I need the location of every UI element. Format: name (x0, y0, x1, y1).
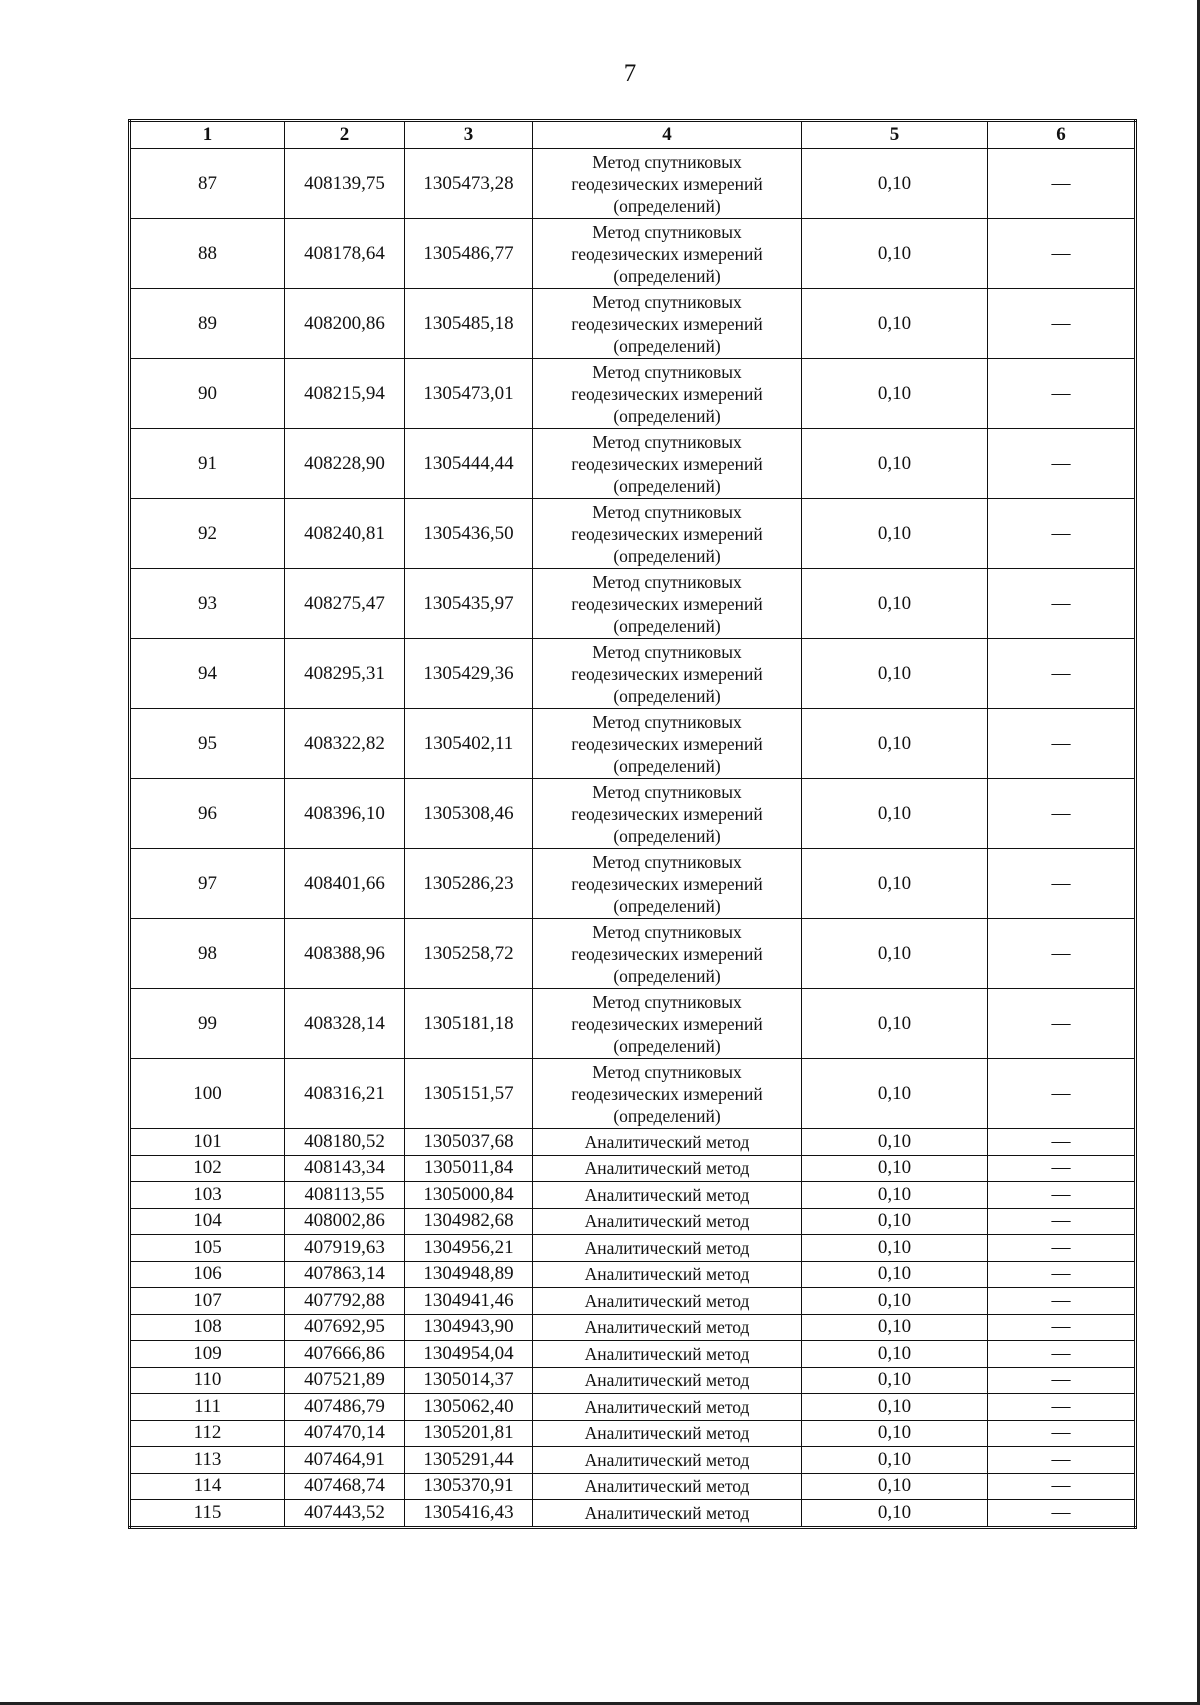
table-row (130, 1261, 1136, 1288)
method-cell (533, 1473, 802, 1500)
method-cell (533, 849, 802, 919)
y-coordinate-cell: 1305000,84 (405, 1182, 533, 1209)
method-line: геодезических измерений (571, 663, 763, 684)
x-coordinate-cell: 408139,75 (285, 149, 405, 219)
table-row (130, 639, 1136, 709)
table-row (130, 1367, 1136, 1394)
method-line: (определений) (613, 265, 721, 286)
y-coordinate-cell: 1305402,11 (405, 709, 533, 779)
accuracy-cell: 0,10 (802, 1208, 988, 1235)
table-row (130, 429, 1136, 499)
method-cell (533, 569, 802, 639)
note-cell (988, 1394, 1136, 1421)
header-col-5: 5 (802, 121, 988, 149)
dash-mark: — (1051, 242, 1071, 264)
method-cell (533, 219, 802, 289)
method-line: геодезических измерений (571, 313, 763, 334)
accuracy-cell: 0,10 (802, 1129, 988, 1156)
method-cell (533, 149, 802, 219)
x-coordinate-cell: 408113,55 (285, 1182, 405, 1209)
method-line: Метод спутниковых (592, 711, 742, 732)
method-line: Метод спутниковых (592, 221, 742, 242)
x-coordinate-cell: 408228,90 (285, 429, 405, 499)
dash-mark: — (1051, 1210, 1071, 1232)
dash-mark: — (1051, 1289, 1071, 1311)
point-number-cell: 103 (130, 1182, 285, 1209)
dash-mark: — (1051, 1448, 1071, 1470)
note-cell (988, 709, 1136, 779)
point-number-cell: 112 (130, 1420, 285, 1447)
table-row (130, 289, 1136, 359)
method-line: Аналитический метод (584, 1317, 750, 1338)
x-coordinate-cell: 408401,66 (285, 849, 405, 919)
method-line: Аналитический метод (584, 1449, 750, 1470)
method-cell (533, 1394, 802, 1421)
table-row (130, 359, 1136, 429)
method-line: (определений) (613, 405, 721, 426)
method-line: Аналитический метод (584, 1423, 750, 1444)
x-coordinate-cell: 407468,74 (285, 1473, 405, 1500)
y-coordinate-cell: 1305429,36 (405, 639, 533, 709)
header-col-4: 4 (533, 121, 802, 149)
dash-mark: — (1051, 1236, 1071, 1258)
table-row (130, 1235, 1136, 1262)
y-coordinate-cell: 1305485,18 (405, 289, 533, 359)
accuracy-cell: 0,10 (802, 499, 988, 569)
x-coordinate-cell: 408396,10 (285, 779, 405, 849)
method-line: (определений) (613, 615, 721, 636)
x-coordinate-cell: 408388,96 (285, 919, 405, 989)
dash-mark: — (1051, 172, 1071, 194)
dash-mark: — (1051, 662, 1071, 684)
method-line: (определений) (613, 1035, 721, 1056)
x-coordinate-cell: 407464,91 (285, 1447, 405, 1474)
y-coordinate-cell: 1304954,04 (405, 1341, 533, 1368)
y-coordinate-cell: 1305011,84 (405, 1155, 533, 1182)
accuracy-cell: 0,10 (802, 1182, 988, 1209)
note-cell (988, 1420, 1136, 1447)
method-cell (533, 499, 802, 569)
table-row (130, 1500, 1136, 1528)
note-cell (988, 1473, 1136, 1500)
point-number-cell: 104 (130, 1208, 285, 1235)
method-line: Аналитический метод (584, 1370, 750, 1391)
table-row (130, 219, 1136, 289)
table-row (130, 149, 1136, 219)
table-row (130, 569, 1136, 639)
note-cell (988, 1288, 1136, 1315)
dash-mark: — (1051, 452, 1071, 474)
accuracy-cell: 0,10 (802, 639, 988, 709)
header-col-1: 1 (130, 121, 285, 149)
note-cell (988, 429, 1136, 499)
dash-mark: — (1051, 312, 1071, 334)
method-cell (533, 1261, 802, 1288)
method-cell (533, 709, 802, 779)
dash-mark: — (1051, 1342, 1071, 1364)
note-cell (988, 219, 1136, 289)
method-line: Метод спутниковых (592, 431, 742, 452)
point-number-cell: 92 (130, 499, 285, 569)
y-coordinate-cell: 1305201,81 (405, 1420, 533, 1447)
y-coordinate-cell: 1305151,57 (405, 1059, 533, 1129)
y-coordinate-cell: 1305308,46 (405, 779, 533, 849)
point-number-cell: 105 (130, 1235, 285, 1262)
point-number-cell: 100 (130, 1059, 285, 1129)
table-row (130, 1394, 1136, 1421)
method-line: Аналитический метод (584, 1476, 750, 1497)
method-line: геодезических измерений (571, 1013, 763, 1034)
accuracy-cell: 0,10 (802, 989, 988, 1059)
method-line: Метод спутниковых (592, 291, 742, 312)
dash-mark: — (1051, 1263, 1071, 1285)
page-number: 7 (623, 60, 637, 87)
method-cell (533, 289, 802, 359)
accuracy-cell: 0,10 (802, 569, 988, 639)
method-line: Аналитический метод (584, 1184, 750, 1205)
table-row (130, 849, 1136, 919)
x-coordinate-cell: 407470,14 (285, 1420, 405, 1447)
x-coordinate-cell: 408178,64 (285, 219, 405, 289)
point-number-cell: 95 (130, 709, 285, 779)
y-coordinate-cell: 1305370,91 (405, 1473, 533, 1500)
method-line: (определений) (613, 475, 721, 496)
dash-mark: — (1051, 592, 1071, 614)
x-coordinate-cell: 407443,52 (285, 1500, 405, 1528)
note-cell (988, 1500, 1136, 1528)
x-coordinate-cell: 408275,47 (285, 569, 405, 639)
method-line: Метод спутниковых (592, 1061, 742, 1082)
x-coordinate-cell: 407792,88 (285, 1288, 405, 1315)
method-cell (533, 1341, 802, 1368)
y-coordinate-cell: 1304941,46 (405, 1288, 533, 1315)
note-cell (988, 1235, 1136, 1262)
table-row (130, 1059, 1136, 1129)
header-col-3: 3 (405, 121, 533, 149)
y-coordinate-cell: 1304943,90 (405, 1314, 533, 1341)
y-coordinate-cell: 1305435,97 (405, 569, 533, 639)
dash-mark: — (1051, 1395, 1071, 1417)
method-cell (533, 1288, 802, 1315)
method-line: геодезических измерений (571, 733, 763, 754)
accuracy-cell: 0,10 (802, 1420, 988, 1447)
method-line: геодезических измерений (571, 173, 763, 194)
y-coordinate-cell: 1304956,21 (405, 1235, 533, 1262)
y-coordinate-cell: 1305014,37 (405, 1367, 533, 1394)
accuracy-cell: 0,10 (802, 1447, 988, 1474)
dash-mark: — (1051, 1082, 1071, 1104)
method-line: (определений) (613, 685, 721, 706)
y-coordinate-cell: 1305291,44 (405, 1447, 533, 1474)
point-number-cell: 110 (130, 1367, 285, 1394)
method-line: геодезических измерений (571, 803, 763, 824)
table-row (130, 1341, 1136, 1368)
method-line: Метод спутниковых (592, 501, 742, 522)
point-number-cell: 114 (130, 1473, 285, 1500)
x-coordinate-cell: 408002,86 (285, 1208, 405, 1235)
method-line: Метод спутниковых (592, 361, 742, 382)
accuracy-cell: 0,10 (802, 1367, 988, 1394)
note-cell (988, 1367, 1136, 1394)
y-coordinate-cell: 1305062,40 (405, 1394, 533, 1421)
point-number-cell: 111 (130, 1394, 285, 1421)
x-coordinate-cell: 408143,34 (285, 1155, 405, 1182)
method-line: Метод спутниковых (592, 151, 742, 172)
method-cell (533, 1129, 802, 1156)
method-line: Метод спутниковых (592, 641, 742, 662)
dash-mark: — (1051, 1183, 1071, 1205)
table-row (130, 1129, 1136, 1156)
accuracy-cell: 0,10 (802, 1314, 988, 1341)
method-cell (533, 1182, 802, 1209)
point-number-cell: 115 (130, 1500, 285, 1528)
y-coordinate-cell: 1304948,89 (405, 1261, 533, 1288)
note-cell (988, 1314, 1136, 1341)
point-number-cell: 107 (130, 1288, 285, 1315)
method-line: Метод спутниковых (592, 781, 742, 802)
dash-mark: — (1051, 1130, 1071, 1152)
x-coordinate-cell: 407666,86 (285, 1341, 405, 1368)
method-line: Аналитический метод (584, 1502, 750, 1523)
method-line: (определений) (613, 1105, 721, 1126)
method-cell (533, 639, 802, 709)
point-number-cell: 102 (130, 1155, 285, 1182)
dash-mark: — (1051, 522, 1071, 544)
note-cell (988, 1208, 1136, 1235)
point-number-cell: 109 (130, 1341, 285, 1368)
method-line: геодезических измерений (571, 943, 763, 964)
method-line: геодезических измерений (571, 383, 763, 404)
method-cell (533, 1208, 802, 1235)
y-coordinate-cell: 1305473,28 (405, 149, 533, 219)
y-coordinate-cell: 1305416,43 (405, 1500, 533, 1528)
method-cell (533, 1314, 802, 1341)
dash-mark: — (1051, 1012, 1071, 1034)
accuracy-cell: 0,10 (802, 849, 988, 919)
accuracy-cell: 0,10 (802, 919, 988, 989)
note-cell (988, 289, 1136, 359)
table-row (130, 1155, 1136, 1182)
x-coordinate-cell: 408240,81 (285, 499, 405, 569)
point-number-cell: 97 (130, 849, 285, 919)
accuracy-cell: 0,10 (802, 289, 988, 359)
method-line: Аналитический метод (584, 1396, 750, 1417)
note-cell (988, 1261, 1136, 1288)
method-cell (533, 1500, 802, 1528)
method-cell (533, 1059, 802, 1129)
accuracy-cell: 0,10 (802, 1473, 988, 1500)
method-line: Аналитический метод (584, 1264, 750, 1285)
point-number-cell: 90 (130, 359, 285, 429)
method-cell (533, 1367, 802, 1394)
y-coordinate-cell: 1305181,18 (405, 989, 533, 1059)
method-cell (533, 919, 802, 989)
point-number-cell: 106 (130, 1261, 285, 1288)
x-coordinate-cell: 408180,52 (285, 1129, 405, 1156)
note-cell (988, 499, 1136, 569)
note-cell (988, 1129, 1136, 1156)
accuracy-cell: 0,10 (802, 1059, 988, 1129)
method-line: Аналитический метод (584, 1237, 750, 1258)
method-line: геодезических измерений (571, 523, 763, 544)
dash-mark: — (1051, 872, 1071, 894)
x-coordinate-cell: 408215,94 (285, 359, 405, 429)
y-coordinate-cell: 1305444,44 (405, 429, 533, 499)
point-number-cell: 99 (130, 989, 285, 1059)
x-coordinate-cell: 408295,31 (285, 639, 405, 709)
note-cell (988, 779, 1136, 849)
point-number-cell: 98 (130, 919, 285, 989)
method-line: (определений) (613, 895, 721, 916)
accuracy-cell: 0,10 (802, 219, 988, 289)
x-coordinate-cell: 407919,63 (285, 1235, 405, 1262)
table-row (130, 1182, 1136, 1209)
point-number-cell: 94 (130, 639, 285, 709)
y-coordinate-cell: 1305286,23 (405, 849, 533, 919)
y-coordinate-cell: 1305436,50 (405, 499, 533, 569)
point-number-cell: 96 (130, 779, 285, 849)
method-line: Аналитический метод (584, 1211, 750, 1232)
table-body (130, 149, 1136, 1528)
point-number-cell: 87 (130, 149, 285, 219)
table-row (130, 1288, 1136, 1315)
x-coordinate-cell: 408328,14 (285, 989, 405, 1059)
method-cell (533, 429, 802, 499)
method-line: Метод спутниковых (592, 571, 742, 592)
accuracy-cell: 0,10 (802, 709, 988, 779)
method-line: (определений) (613, 965, 721, 986)
method-cell (533, 989, 802, 1059)
method-line: геодезических измерений (571, 873, 763, 894)
dash-mark: — (1051, 1422, 1071, 1444)
method-line: геодезических измерений (571, 243, 763, 264)
method-line: (определений) (613, 755, 721, 776)
method-line: Аналитический метод (584, 1290, 750, 1311)
method-cell (533, 1235, 802, 1262)
method-line: (определений) (613, 545, 721, 566)
x-coordinate-cell: 407863,14 (285, 1261, 405, 1288)
y-coordinate-cell: 1305258,72 (405, 919, 533, 989)
dash-mark: — (1051, 802, 1071, 824)
accuracy-cell: 0,10 (802, 429, 988, 499)
method-line: Метод спутниковых (592, 851, 742, 872)
point-number-cell: 101 (130, 1129, 285, 1156)
accuracy-cell: 0,10 (802, 359, 988, 429)
method-line: Аналитический метод (584, 1343, 750, 1364)
accuracy-cell: 0,10 (802, 149, 988, 219)
note-cell (988, 639, 1136, 709)
x-coordinate-cell: 408316,21 (285, 1059, 405, 1129)
table-row (130, 1314, 1136, 1341)
x-coordinate-cell: 408200,86 (285, 289, 405, 359)
method-line: геодезических измерений (571, 593, 763, 614)
header-col-6: 6 (988, 121, 1136, 149)
point-number-cell: 91 (130, 429, 285, 499)
point-number-cell: 93 (130, 569, 285, 639)
accuracy-cell: 0,10 (802, 1341, 988, 1368)
method-cell (533, 1155, 802, 1182)
table-row (130, 1420, 1136, 1447)
method-line: (определений) (613, 335, 721, 356)
note-cell (988, 1341, 1136, 1368)
method-line: Метод спутниковых (592, 921, 742, 942)
note-cell (988, 149, 1136, 219)
x-coordinate-cell: 407692,95 (285, 1314, 405, 1341)
point-number-cell: 108 (130, 1314, 285, 1341)
y-coordinate-cell: 1304982,68 (405, 1208, 533, 1235)
dash-mark: — (1051, 1369, 1071, 1391)
method-cell (533, 359, 802, 429)
y-coordinate-cell: 1305037,68 (405, 1129, 533, 1156)
coordinates-table (128, 119, 1137, 1529)
table-row (130, 499, 1136, 569)
x-coordinate-cell: 407486,79 (285, 1394, 405, 1421)
point-number-cell: 113 (130, 1447, 285, 1474)
note-cell (988, 359, 1136, 429)
table-row (130, 1473, 1136, 1500)
y-coordinate-cell: 1305473,01 (405, 359, 533, 429)
accuracy-cell: 0,10 (802, 1394, 988, 1421)
table-row (130, 919, 1136, 989)
dash-mark: — (1051, 1475, 1071, 1497)
dash-mark: — (1051, 1316, 1071, 1338)
dash-mark: — (1051, 1501, 1071, 1523)
method-line: геодезических измерений (571, 453, 763, 474)
note-cell (988, 989, 1136, 1059)
accuracy-cell: 0,10 (802, 1288, 988, 1315)
method-line: (определений) (613, 195, 721, 216)
method-cell (533, 779, 802, 849)
note-cell (988, 849, 1136, 919)
accuracy-cell: 0,10 (802, 1500, 988, 1528)
method-line: Метод спутниковых (592, 991, 742, 1012)
method-cell (533, 1420, 802, 1447)
method-line: Аналитический метод (584, 1158, 750, 1179)
method-cell (533, 1447, 802, 1474)
dash-mark: — (1051, 942, 1071, 964)
dash-mark: — (1051, 382, 1071, 404)
accuracy-cell: 0,10 (802, 1235, 988, 1262)
dash-mark: — (1051, 732, 1071, 754)
point-number-cell: 89 (130, 289, 285, 359)
method-line: Аналитический метод (584, 1131, 750, 1152)
x-coordinate-cell: 408322,82 (285, 709, 405, 779)
note-cell (988, 569, 1136, 639)
x-coordinate-cell: 407521,89 (285, 1367, 405, 1394)
table-row (130, 1447, 1136, 1474)
dash-mark: — (1051, 1157, 1071, 1179)
table-header-row (130, 121, 1136, 149)
table-row (130, 1208, 1136, 1235)
point-number-cell: 88 (130, 219, 285, 289)
accuracy-cell: 0,10 (802, 1155, 988, 1182)
y-coordinate-cell: 1305486,77 (405, 219, 533, 289)
table-row (130, 989, 1136, 1059)
note-cell (988, 1155, 1136, 1182)
accuracy-cell: 0,10 (802, 1261, 988, 1288)
accuracy-cell: 0,10 (802, 779, 988, 849)
method-line: геодезических измерений (571, 1083, 763, 1104)
note-cell (988, 1182, 1136, 1209)
note-cell (988, 1059, 1136, 1129)
table-row (130, 709, 1136, 779)
note-cell (988, 919, 1136, 989)
method-line: (определений) (613, 825, 721, 846)
note-cell (988, 1447, 1136, 1474)
header-col-2: 2 (285, 121, 405, 149)
table-row (130, 779, 1136, 849)
